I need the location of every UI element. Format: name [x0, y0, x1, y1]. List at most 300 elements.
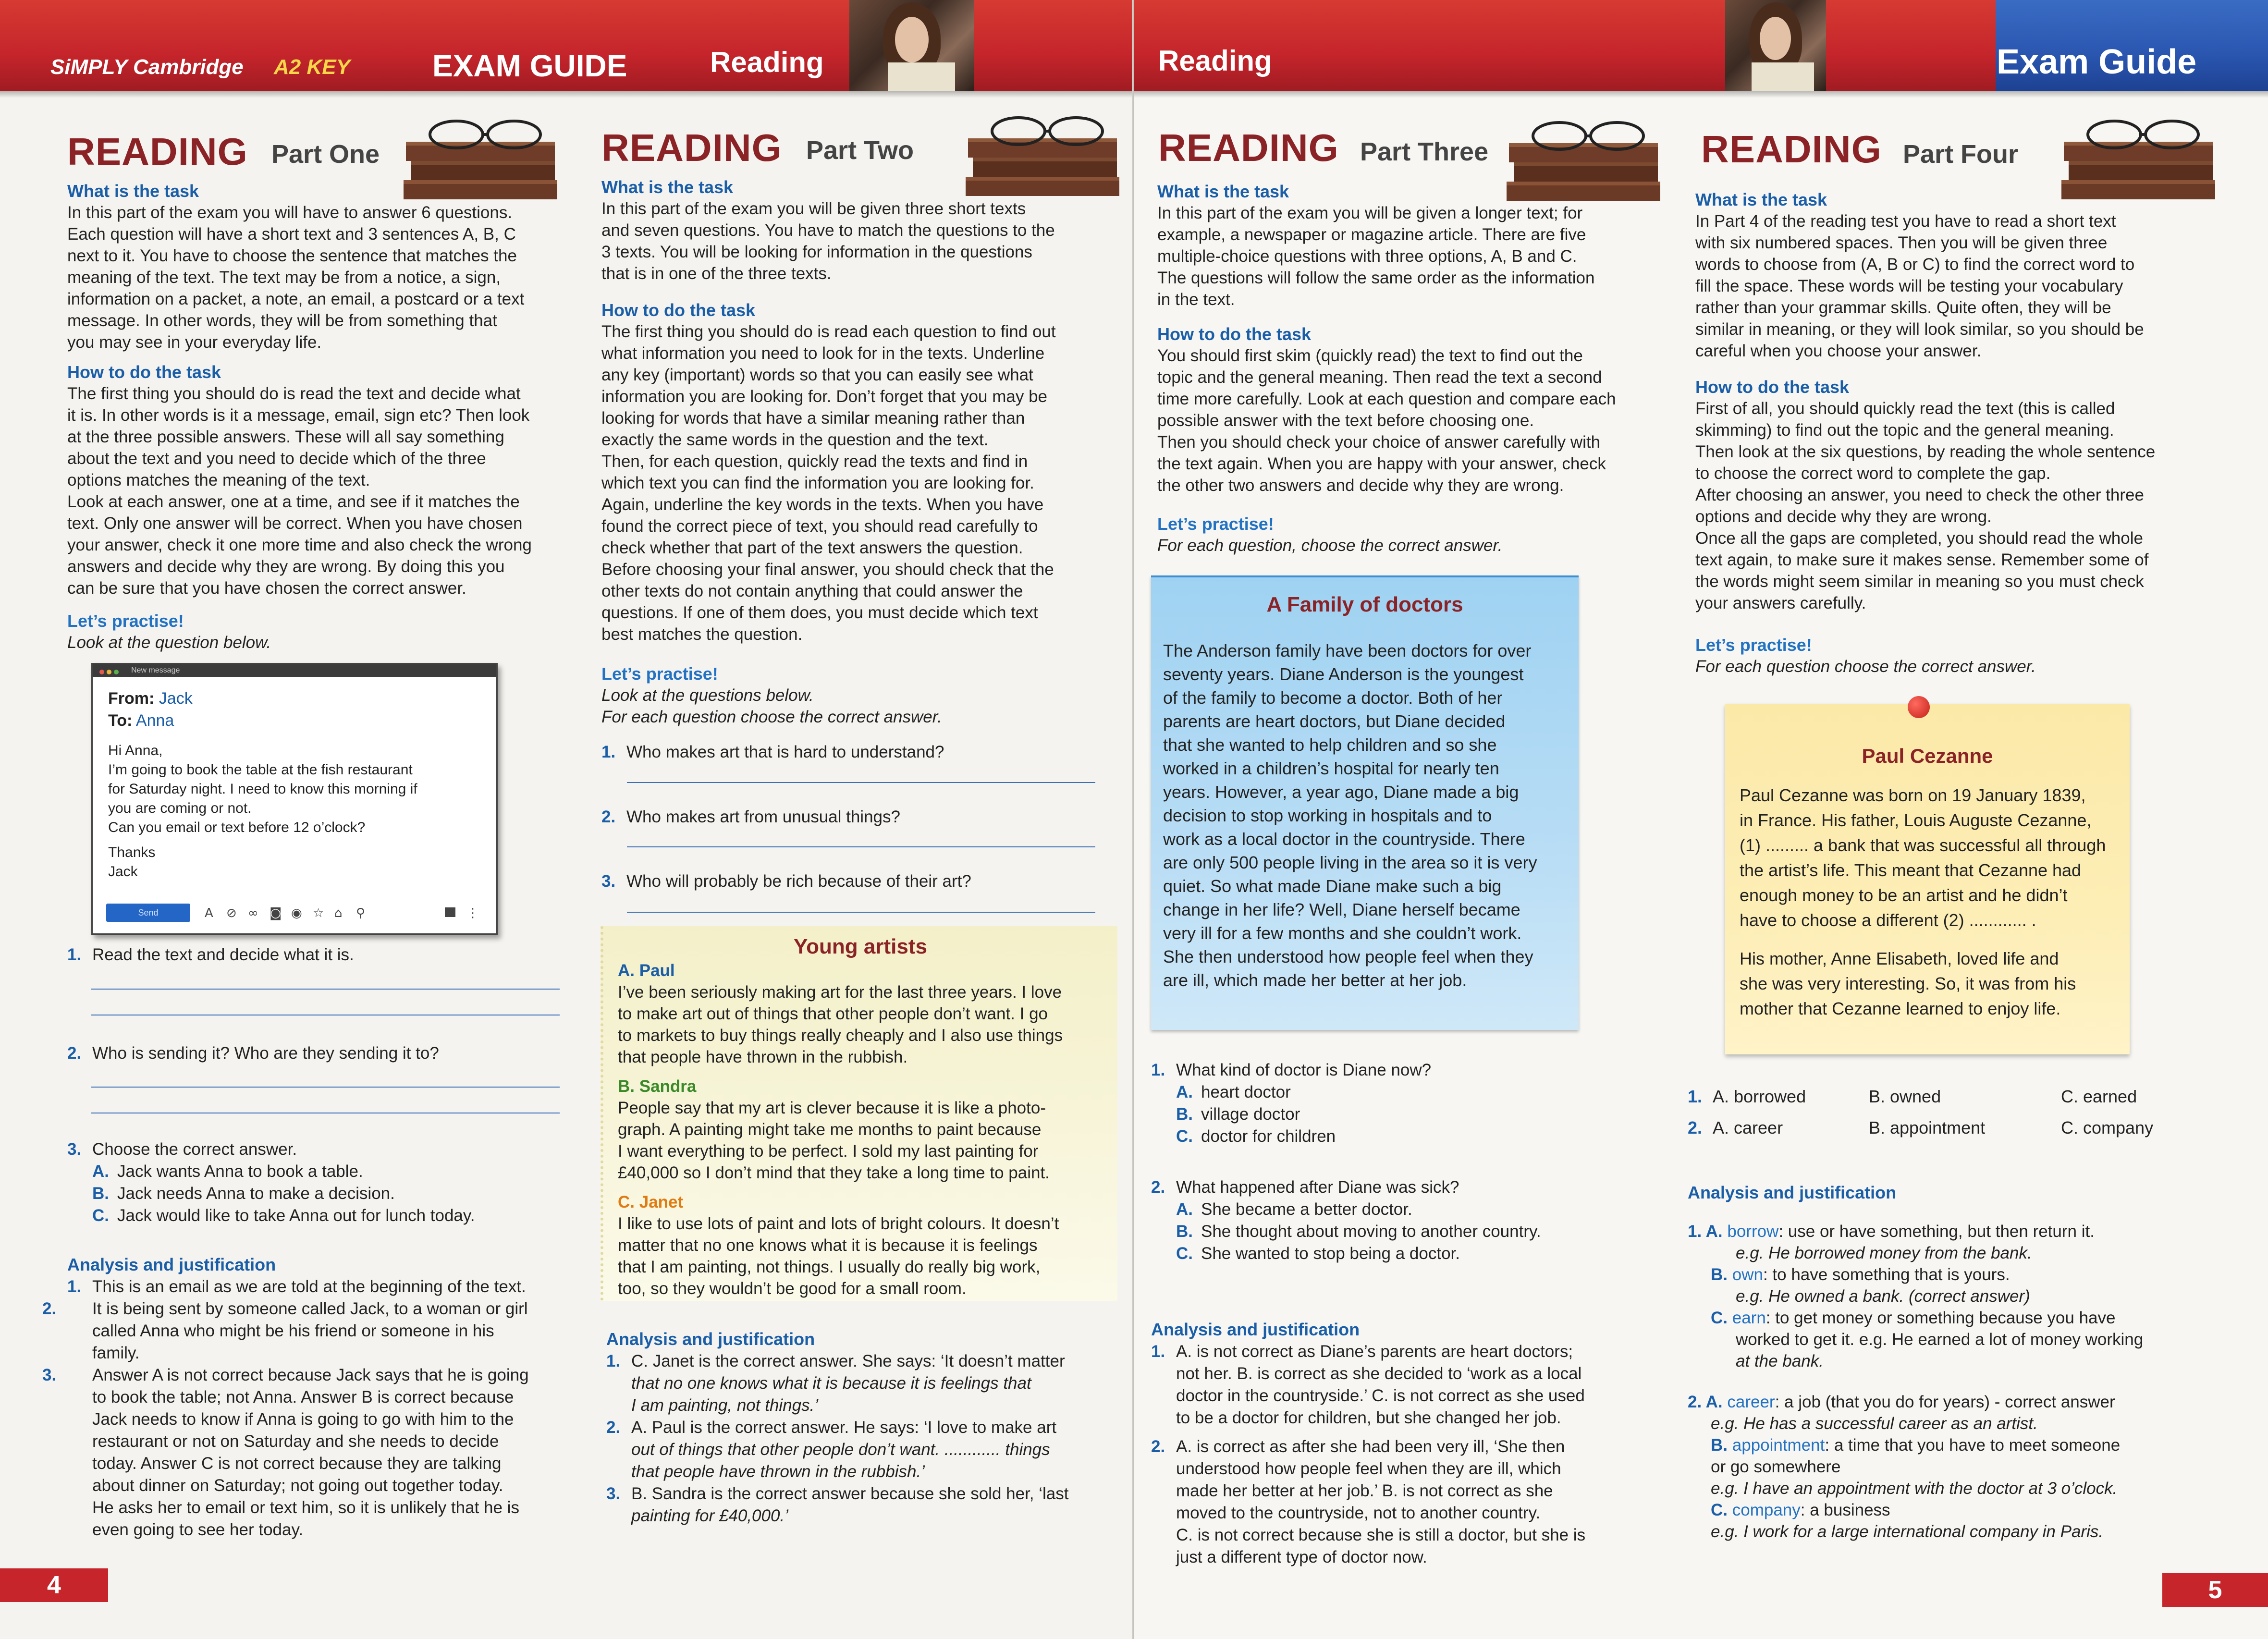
- section-reading-right: Reading: [1158, 45, 1272, 77]
- analysis-title: Analysis and justification: [606, 1329, 815, 1349]
- text-line: questions. If one of them does, you must decide which text: [601, 603, 1038, 622]
- part2-question-3: 3. Who will probably be rich because of their art?: [601, 872, 971, 891]
- option-text: doctor for children: [1201, 1127, 1336, 1146]
- analysis-text: It is being sent by someone called Jack, to a woman or girl: [92, 1299, 528, 1318]
- practise-instruction: For each question choose the correct answer.: [601, 708, 942, 726]
- exam-guide-title: EXAM GUIDE: [432, 49, 627, 83]
- analysis-text: family.: [92, 1344, 140, 1362]
- window-controls: [99, 668, 121, 677]
- analysis-text: : to get money or something because you have: [1765, 1309, 2116, 1327]
- answer-line[interactable]: [91, 989, 560, 990]
- part4-how-title: How to do the task: [1695, 377, 1850, 397]
- part4-reading-heading: READING: [1701, 128, 1882, 171]
- text-line: check whether that part of the text answers the question.: [601, 538, 1023, 557]
- text-line: can be sure that you have chosen the correct answer.: [67, 579, 466, 598]
- analysis-text: Jack needs to know if Anna is going to go with him to the: [92, 1410, 514, 1429]
- send-button[interactable]: Send: [106, 904, 190, 922]
- text-line: words to choose from (A, B or C) to find the correct word to: [1695, 255, 2135, 274]
- text-line: Paul Cezanne was born on 19 January 1839,: [1740, 785, 2086, 805]
- text-line: I like to use lots of paint and lots of bright colours. It doesn’t: [618, 1214, 1059, 1233]
- right-page: [1134, 0, 2268, 1639]
- analysis-text: or go somewhere: [1711, 1457, 1841, 1476]
- brand: SiMPLY Cambridge: [50, 55, 244, 79]
- note-text: [1740, 783, 2124, 1021]
- analysis-text: : to have something that is yours.: [1763, 1265, 2010, 1284]
- analysis-word: own: [1732, 1265, 1763, 1284]
- email-titlebar: New message: [93, 664, 496, 677]
- text-line: graph. A painting might take me months to paint because: [618, 1120, 1042, 1139]
- analysis-example: at the bank.: [1736, 1352, 1824, 1370]
- text-line: multiple-choice questions with three options, A, B and C.: [1157, 247, 1577, 266]
- toolbar-icons: [205, 905, 483, 921]
- part1-how-title: How to do the task: [67, 362, 221, 382]
- text-line: text. Only one answer will be correct. When you have chosen: [67, 514, 523, 533]
- trash-icon: [445, 907, 455, 917]
- analysis-text: A. is not correct as Diane’s parents are heart doctors;: [1176, 1342, 1573, 1361]
- text-line: that people have thrown in the rubbish.: [618, 1048, 908, 1066]
- text-line: In this part of the exam you will have to answer 6 questions.: [67, 203, 513, 222]
- analysis-text: : a job (that you do for years) - correct answer: [1775, 1393, 2115, 1411]
- text-line: Then you should check your choice of answer carefully with: [1157, 433, 1601, 452]
- doctors-text: [1163, 639, 1576, 992]
- text-line: the words might seem similar in meaning so you must check: [1695, 572, 2144, 591]
- analysis-text: doctor in the countryside.’ C. is not correct as she used: [1176, 1386, 1585, 1405]
- text-line: Each question will have a short text and 3 sentences A, B, C: [67, 225, 516, 244]
- pin-icon: [1908, 696, 1930, 718]
- option-letter: C.: [1176, 1127, 1193, 1146]
- analysis-text: moved to the countryside, not to another country.: [1176, 1504, 1541, 1522]
- text-line: The Anderson family have been doctors for over: [1163, 641, 1532, 660]
- analysis-label: B.: [1711, 1436, 1728, 1455]
- text-line: it is. In other words is it a message, email, sign etc? Then look: [67, 406, 530, 425]
- text-line: about the text and you need to decide which of the three: [67, 449, 486, 468]
- choice-number: 1.: [1688, 1087, 1703, 1106]
- text-line: Again, underline the key words in the texts. When you have: [601, 495, 1044, 514]
- text-line: His mother, Anne Elisabeth, loved life and: [1740, 949, 2059, 968]
- analysis-label: C.: [1711, 1309, 1728, 1327]
- part4-how-section: [1695, 376, 2243, 614]
- part3-what-title: What is the task: [1157, 182, 1289, 201]
- analysis-text: even going to see her today.: [92, 1520, 304, 1539]
- from-value: Jack: [159, 689, 193, 708]
- to-label: To:: [108, 711, 133, 730]
- analysis-word: earn: [1732, 1309, 1766, 1327]
- option-text: Jack needs Anna to make a decision.: [117, 1184, 395, 1203]
- option-letter: B.: [1176, 1105, 1193, 1124]
- text-line: time more carefully. Look at each question and compare each: [1157, 390, 1616, 408]
- link-icon: ∞: [248, 906, 258, 920]
- analysis-label: 1. A.: [1688, 1222, 1723, 1241]
- analysis-text: He asks her to email or text him, so it is unlikely that he is: [92, 1498, 519, 1517]
- part2-analysis: Analysis and justification 1. C. Janet is the correct answer. She says: ‘It doesn’t matter that no one knows what it is because it is feelings that I am painting, not things.’ 2. A. Paul is the correct answer. He says: ‘I love to make art out of things that other people don’t want. ............ things that people have thrown in the rubbish.’ 3. B. Sandra is the correct answer because she sold her, ‘last painting for £40,000.’: [606, 1328, 1125, 1527]
- part2-part-label: Part Two: [806, 136, 914, 165]
- analysis-text: C. is not correct because she is still a doctor, but she is: [1176, 1526, 1586, 1544]
- question-text: Who will probably be rich because of their art?: [626, 872, 971, 891]
- text-line: with six numbered spaces. Then you will be given three: [1695, 233, 2108, 252]
- email-window: [91, 663, 498, 935]
- question-text: What happened after Diane was sick?: [1176, 1178, 1459, 1197]
- text-line: looking for words that have a similar meaning rather than: [601, 409, 1025, 428]
- text-line: (1) ......... a bank that was successful all through: [1740, 835, 2106, 855]
- part3-practise: [1157, 513, 1676, 556]
- text-line: She then understood how people feel when they: [1163, 947, 1533, 966]
- analysis-text: just a different type of doctor now.: [1176, 1548, 1427, 1566]
- part3-reading-heading: READING: [1158, 126, 1339, 169]
- analysis-label: C.: [1711, 1501, 1728, 1519]
- text-line: very ill for a few months and she couldn’t work.: [1163, 923, 1522, 943]
- analysis-text: that no one knows what it is because it is feelings that: [631, 1374, 1031, 1393]
- text-line: the text again. When you are happy with your answer, check: [1157, 454, 1606, 473]
- text-line: worked in a children’s hospital for nearly ten: [1163, 758, 1499, 778]
- section-reading-left: Reading: [710, 46, 824, 78]
- practise-instruction: Look at the questions below.: [601, 686, 814, 705]
- text-line: the artist’s life. This meant that Cezanne had: [1740, 860, 2082, 880]
- answer-line[interactable]: [627, 782, 1095, 783]
- text-line: topic and the general meaning. Then read the text a second: [1157, 368, 1602, 387]
- option-b[interactable]: [1151, 1221, 1675, 1243]
- brand-level: A2 KEY: [274, 55, 350, 79]
- artist-a-name: A. Paul: [618, 961, 675, 980]
- email-body: [108, 741, 488, 881]
- part2-what-section: [601, 176, 1125, 284]
- text-line: of the family to become a doctor. Both of her: [1163, 688, 1503, 708]
- option-text: Jack wants Anna to book a table.: [117, 1162, 363, 1181]
- text-line: that I am painting, not things. I usually do really big work,: [618, 1258, 1041, 1276]
- text-line: Before choosing your final answer, you should check that the: [601, 560, 1054, 579]
- choice-c[interactable]: C. earned: [2061, 1087, 2137, 1106]
- analysis-text: I am painting, not things.’: [631, 1396, 819, 1415]
- option-letter: C.: [92, 1206, 109, 1225]
- text-line: The first thing you should do is read the text and decide what: [67, 384, 521, 403]
- page-number-left: 4: [0, 1568, 108, 1602]
- text-line: example, a newspaper or magazine article. There are five: [1157, 225, 1586, 244]
- text-line: to make art out of things that other people don’t want. I go: [618, 1004, 1048, 1023]
- text-line: years. However, a year ago, Diane made a big: [1163, 782, 1519, 802]
- part4-what-title: What is the task: [1695, 190, 1827, 209]
- text-line: that is in one of the three texts.: [601, 264, 832, 283]
- text-line: I want everything to be perfect. I sold my last painting for: [618, 1142, 1039, 1161]
- option-c[interactable]: [1151, 1125, 1675, 1148]
- camera-icon: ◙: [270, 906, 282, 920]
- text-line: found the correct piece of text, you should read carefully to: [601, 517, 1038, 536]
- analysis-example: e.g. I have an appointment with the doctor at 3 o’clock.: [1711, 1479, 2118, 1498]
- option-a[interactable]: [1151, 1199, 1675, 1221]
- home-icon: ⌂: [334, 906, 343, 920]
- analysis-title: Analysis and justification: [1688, 1183, 1897, 1202]
- box-title: Young artists: [794, 935, 927, 958]
- analysis-text: painting for £40,000.’: [631, 1506, 788, 1525]
- question-2: 2. Who is sending it? Who are they sending it to?: [67, 1044, 439, 1063]
- part1-what-title: What is the task: [67, 181, 199, 201]
- option-letter: A.: [1176, 1083, 1193, 1101]
- analysis-word: borrow: [1727, 1222, 1779, 1241]
- text-line: The questions will follow the same order as the information: [1157, 269, 1595, 287]
- text-line: The first thing you should do is read each question to find out: [601, 322, 1056, 341]
- analysis-text: made her better at her job.’ B. is not correct as she: [1176, 1481, 1553, 1500]
- question-text: Who is sending it? Who are they sending it to?: [92, 1044, 439, 1063]
- part1-how-section: [67, 361, 576, 599]
- text-line: best matches the question.: [601, 625, 803, 644]
- answer-line[interactable]: [627, 912, 1095, 913]
- text-line: you may see in your everyday life.: [67, 333, 322, 352]
- choice-b[interactable]: B. appointment: [1869, 1118, 1986, 1138]
- books-icon: [2057, 108, 2227, 202]
- reader-photo: [849, 0, 974, 91]
- part4-what-section: [1695, 189, 2243, 362]
- practise-title: Let’s practise!: [1695, 635, 1812, 655]
- text-line: £40,000 so I don’t mind that they take a long time to paint.: [618, 1163, 1050, 1182]
- young-artists-box: [601, 926, 1117, 1301]
- text-line: she was very interesting. So, it was from his: [1740, 974, 2076, 993]
- text-line: the other two answers and decide why they are wrong.: [1157, 476, 1564, 495]
- option-text: heart doctor: [1201, 1083, 1291, 1101]
- part4-analysis: [1688, 1182, 2255, 1542]
- analysis-label: 2. A.: [1688, 1393, 1723, 1411]
- text-line: After choosing an answer, you need to check the other three: [1695, 486, 2144, 504]
- text-line: Then, for each question, quickly read the texts and find in: [601, 452, 1028, 471]
- part3-how-section: [1157, 323, 1676, 496]
- analysis-text: restaurant or not on Saturday and she needs to decide: [92, 1432, 499, 1451]
- artist-b-name: B. Sandra: [618, 1077, 697, 1096]
- option-b[interactable]: [67, 1183, 576, 1205]
- search-icon: ⚲: [356, 906, 366, 920]
- part2-reading-heading: READING: [601, 126, 782, 169]
- analysis-text: today. Answer C is not correct because they are talking: [92, 1454, 502, 1473]
- practise-title: Let’s practise!: [67, 611, 184, 631]
- text-line: text again, to make sure it makes sense. Remember some of: [1695, 550, 2149, 569]
- option-letter: A.: [92, 1162, 109, 1181]
- analysis-text: understood how people feel when they are ill, which: [1176, 1459, 1561, 1478]
- practise-instruction: For each question choose the correct answer.: [1695, 657, 2036, 676]
- analysis-text: not her. B. is correct as she decided to ‘work as a local: [1176, 1364, 1582, 1383]
- part2-question-1: 1. Who makes art that is hard to understand?: [601, 743, 944, 761]
- choice-row-1: [1688, 1081, 2255, 1112]
- choice-a[interactable]: A. career: [1713, 1118, 1783, 1138]
- option-text: village doctor: [1201, 1105, 1300, 1124]
- text-line: information you are looking for. Don’t forget that you may be: [601, 387, 1048, 406]
- text-line: exactly the same words in the question and the text.: [601, 430, 989, 449]
- from-label: From:: [108, 689, 155, 708]
- email-line: I’m going to book the table at the fish restaurant: [108, 762, 413, 778]
- text-line: careful when you choose your answer.: [1695, 342, 1982, 360]
- practise-title: Let’s practise!: [601, 664, 718, 684]
- more-icon: ⋮: [466, 906, 479, 920]
- part1-what-section: [67, 180, 576, 353]
- artist-c-name: C. Janet: [618, 1193, 684, 1211]
- location-icon: ◉: [291, 906, 302, 920]
- option-text: She wanted to stop being a doctor.: [1201, 1244, 1460, 1263]
- box-title: A Family of doctors: [1266, 593, 1463, 616]
- analysis-text: : a time that you have to meet someone: [1825, 1436, 2121, 1455]
- text-line: meaning of the text. The text may be from a notice, a sign,: [67, 268, 501, 287]
- text-line: options and decide why they are wrong.: [1695, 507, 1992, 526]
- part2-what-title: What is the task: [601, 177, 734, 197]
- text-line: answers and decide why they are wrong. By doing this you: [67, 557, 505, 576]
- text-line: mother that Cezanne learned to enjoy life.: [1740, 999, 2061, 1018]
- choice-row-2: [1688, 1112, 2255, 1143]
- question-1: 1. Read the text and decide what it is.: [67, 945, 354, 964]
- question-3: 3. Choose the correct answer. A. Jack wants Anna to book a table. B. Jack needs Anna to make a decision. C. Jack would like to take Anna out for lunch today.: [67, 1138, 576, 1227]
- analysis-text: worked to get it. e.g. He earned a lot of money working: [1736, 1330, 2144, 1349]
- text-line: in France. His father, Louis Auguste Cezanne,: [1740, 810, 2092, 830]
- text-line: skimming) to find out the topic and the general meaning.: [1695, 421, 2114, 440]
- star-icon: ☆: [313, 906, 324, 920]
- text-line: First of all, you should quickly read the text (this is called: [1695, 399, 2115, 418]
- exam-guide-right: Exam Guide: [1997, 43, 2197, 81]
- text-line: People say that my art is clever because it is like a photo-: [618, 1099, 1046, 1117]
- option-letter: C.: [1176, 1244, 1193, 1263]
- answer-line[interactable]: [91, 1087, 560, 1088]
- part1-questions: [67, 944, 576, 966]
- analysis-text: A. is correct as after she had been very ill, ‘She then: [1176, 1437, 1565, 1456]
- question-text: Who makes art from unusual things?: [626, 807, 900, 826]
- text-line: fill the space. These words will be testing your vocabulary: [1695, 277, 2123, 295]
- option-c[interactable]: [1151, 1243, 1675, 1265]
- text-line: to markets to buy things really cheaply and I also use things: [618, 1026, 1063, 1045]
- email-line: Can you email or text before 12 o’clock?: [108, 820, 366, 835]
- email-signoff: Thanks: [108, 844, 156, 860]
- practise-instruction: Look at the question below.: [67, 633, 271, 652]
- analysis-text: that people have thrown in the rubbish.’: [631, 1462, 925, 1481]
- option-letter: A.: [1176, 1200, 1193, 1219]
- part1-practise: [67, 610, 576, 653]
- text-line: In this part of the exam you will be given a longer text; for: [1157, 204, 1583, 222]
- text-line: Once all the gaps are completed, you should read the whole: [1695, 529, 2143, 548]
- text-line: rather than your grammar skills. Quite often, they will be: [1695, 298, 2111, 317]
- part2-practise: [601, 663, 1125, 728]
- email-greeting: Hi Anna,: [108, 743, 163, 758]
- text-line: 3 texts. You will be looking for information in the questions: [601, 243, 1032, 261]
- analysis-word: appointment: [1732, 1436, 1825, 1455]
- text-line: similar in meaning, or they will look similar, so you should be: [1695, 320, 2144, 339]
- analysis-text: : use or have something, but then return it.: [1778, 1222, 2095, 1241]
- attach-icon: ⊘: [226, 906, 237, 920]
- analysis-text: called Anna who might be his friend or someone in his: [92, 1321, 494, 1340]
- part4-practise: [1695, 634, 2243, 677]
- text-line: possible answer with the text before choosing one.: [1157, 411, 1534, 430]
- format-icon: A: [205, 906, 213, 920]
- part2-question-2: 2. Who makes art from unusual things?: [601, 807, 900, 826]
- text-line: You should first skim (quickly read) the text to find out the: [1157, 346, 1583, 365]
- note-title: Paul Cezanne: [1862, 745, 1993, 767]
- analysis-example: e.g. He owned a bank. (correct answer): [1736, 1287, 2030, 1306]
- email-toolbar: [101, 901, 488, 923]
- part3-part-label: Part Three: [1360, 137, 1489, 166]
- cezanne-note: [1725, 704, 2130, 1054]
- email-header: [108, 687, 193, 732]
- text-line: information on a packet, a note, an email, a postcard or a text: [67, 290, 525, 308]
- analysis-text: : a business: [1800, 1501, 1890, 1519]
- text-line: change in her life? Well, Diane herself became: [1163, 900, 1520, 919]
- email-line: you are coming or not.: [108, 800, 252, 816]
- choice-c[interactable]: C. company: [2061, 1118, 2154, 1138]
- analysis-label: B.: [1711, 1265, 1728, 1284]
- part1-part-label: Part One: [271, 140, 380, 169]
- text-line: In this part of the exam you will be given three short texts: [601, 199, 1026, 218]
- analysis-text: to book the table; not Anna. Answer B is correct because: [92, 1388, 514, 1407]
- part3-questions: 1. What kind of doctor is Diane now? A. heart doctor B. village doctor C. doctor for children 2. What happened after Diane was sick? A. She became a better doctor. B. She thought about moving to another country. C. She wanted to stop being a doctor.: [1151, 1059, 1675, 1265]
- part2-how-section: [601, 299, 1128, 645]
- text-line: at the three possible answers. These will all say something: [67, 428, 504, 446]
- text-line: are ill, which made her better at her job.: [1163, 970, 1467, 990]
- text-line: enough money to be an artist and he didn’t: [1740, 885, 2068, 905]
- question-text: Who makes art that is hard to understand?: [626, 743, 944, 761]
- analysis-text: This is an email as we are told at the beginning of the text.: [92, 1277, 526, 1296]
- text-line: that she wanted to help children and so she: [1163, 735, 1497, 755]
- question-text: Choose the correct answer.: [92, 1140, 297, 1159]
- text-line: next to it. You have to choose the sentence that matches the: [67, 246, 517, 265]
- part3-how-title: How to do the task: [1157, 324, 1312, 344]
- analysis-text: Answer A is not correct because Jack says that he is going: [92, 1366, 529, 1384]
- text-line: message. In other words, they will be from something that: [67, 311, 497, 330]
- choice-a[interactable]: A. borrowed: [1713, 1087, 1806, 1106]
- page-number-right: 5: [2162, 1573, 2268, 1607]
- option-c[interactable]: [67, 1205, 576, 1227]
- part4-part-label: Part Four: [1903, 140, 2019, 169]
- text-line: and seven questions. You have to match the questions to the: [601, 221, 1055, 240]
- part4-choices: [1688, 1081, 2255, 1143]
- text-line: your answers carefully.: [1695, 594, 1866, 612]
- text-line: in the text.: [1157, 290, 1235, 309]
- email-line: for Saturday night. I need to know this morning if: [108, 781, 417, 797]
- text-line: options matches the meaning of the text.: [67, 471, 370, 489]
- choice-b[interactable]: B. owned: [1869, 1087, 1941, 1106]
- analysis-text: B. Sandra is the correct answer because she sold her, ‘last: [631, 1484, 1069, 1503]
- option-letter: B.: [92, 1184, 109, 1203]
- text-line: what information you need to look for in the texts. Underline: [601, 344, 1045, 363]
- answer-line[interactable]: [627, 846, 1095, 847]
- text-line: work as a local doctor in the countryside. There: [1163, 829, 1525, 849]
- analysis-text: C. Janet is the correct answer. She says: ‘It doesn’t matter: [631, 1352, 1065, 1370]
- choice-number: 2.: [1688, 1118, 1703, 1138]
- text-line: seventy years. Diane Anderson is the youngest: [1163, 664, 1524, 684]
- option-a[interactable]: [67, 1161, 576, 1183]
- to-value: Anna: [135, 711, 174, 730]
- text-line: your answer, check it one more time and also check the wrong: [67, 536, 532, 554]
- part2-how-title: How to do the task: [601, 300, 756, 320]
- part3-analysis: Analysis and justification 1. A. is not correct as Diane’s parents are heart doctors; not her. B. is correct as she decided to ‘work as a local doctor in the countryside.’ C. is not correct as she used to be a doctor for children, but she changed her job. 2. A. is correct as after she had been very ill, ‘She then understood how people feel when they are ill, which made her better at her job.’ B. is not correct as she moved to the countryside, not to another country. C. is not correct because she is still a doctor, but she is just a different type of doctor now.: [1151, 1319, 1675, 1568]
- analysis-word: career: [1727, 1393, 1775, 1411]
- text-line: I’ve been seriously making art for the last three years. I love: [618, 983, 1062, 1002]
- text-line: Then look at the six questions, by reading the whole sentence: [1695, 442, 2156, 461]
- text-line: decision to stop working in hospitals and to: [1163, 806, 1492, 825]
- email-signature: Jack: [108, 864, 138, 880]
- practise-instruction: For each question, choose the correct answer.: [1157, 536, 1503, 555]
- analysis-text: out of things that other people don’t want. ............ things: [631, 1440, 1050, 1459]
- option-b[interactable]: [1151, 1103, 1675, 1125]
- analysis-title: Analysis and justification: [1151, 1320, 1360, 1339]
- text-line: to choose the correct word to complete the gap.: [1695, 464, 2051, 483]
- question-text: What kind of doctor is Diane now?: [1176, 1061, 1432, 1079]
- question-text: Read the text and decide what it is.: [92, 945, 354, 964]
- option-text: She became a better doctor.: [1201, 1200, 1412, 1219]
- text-line: matter that no one knows what it is because it is feelings: [618, 1236, 1038, 1255]
- analysis-text: to be a doctor for children, but she changed her job.: [1176, 1408, 1561, 1427]
- option-text: Jack would like to take Anna out for lunch today.: [117, 1206, 475, 1225]
- family-doctors-box: [1151, 575, 1579, 1030]
- part1-reading-heading: READING: [67, 130, 248, 173]
- part3-what-section: [1157, 181, 1676, 310]
- practise-title: Let’s practise!: [1157, 514, 1274, 534]
- analysis-example: e.g. He has a successful career as an artist.: [1711, 1414, 2038, 1433]
- part1-analysis: Analysis and justification 1. This is an email as we are told at the beginning of the text. 2. It is being sent by someone called Jack, to a woman or girl called Anna who might be his friend or someone in his family. 3. Answer A is not correct because Jack says that he is going to book the table; not Anna. Answer B is correct because Jack needs to know if Anna is going to go with him to the restaurant or not on Saturday and she needs to decide today. Answer C is not correct because they are talking about dinner on Saturday; not going out together today. He asks her to email or text him, so it is unlikely that he is even going to see her today.: [67, 1254, 581, 1541]
- text-line: which text you can find the information you are looking for.: [601, 474, 1034, 492]
- option-letter: B.: [1176, 1222, 1193, 1241]
- text-line: too, so they wouldn’t be good for a small room.: [618, 1279, 967, 1298]
- text-line: quiet. So what made Diane make such a big: [1163, 876, 1502, 896]
- option-a[interactable]: [1151, 1081, 1675, 1103]
- text-line: have to choose a different (2) ............ .: [1740, 910, 2036, 930]
